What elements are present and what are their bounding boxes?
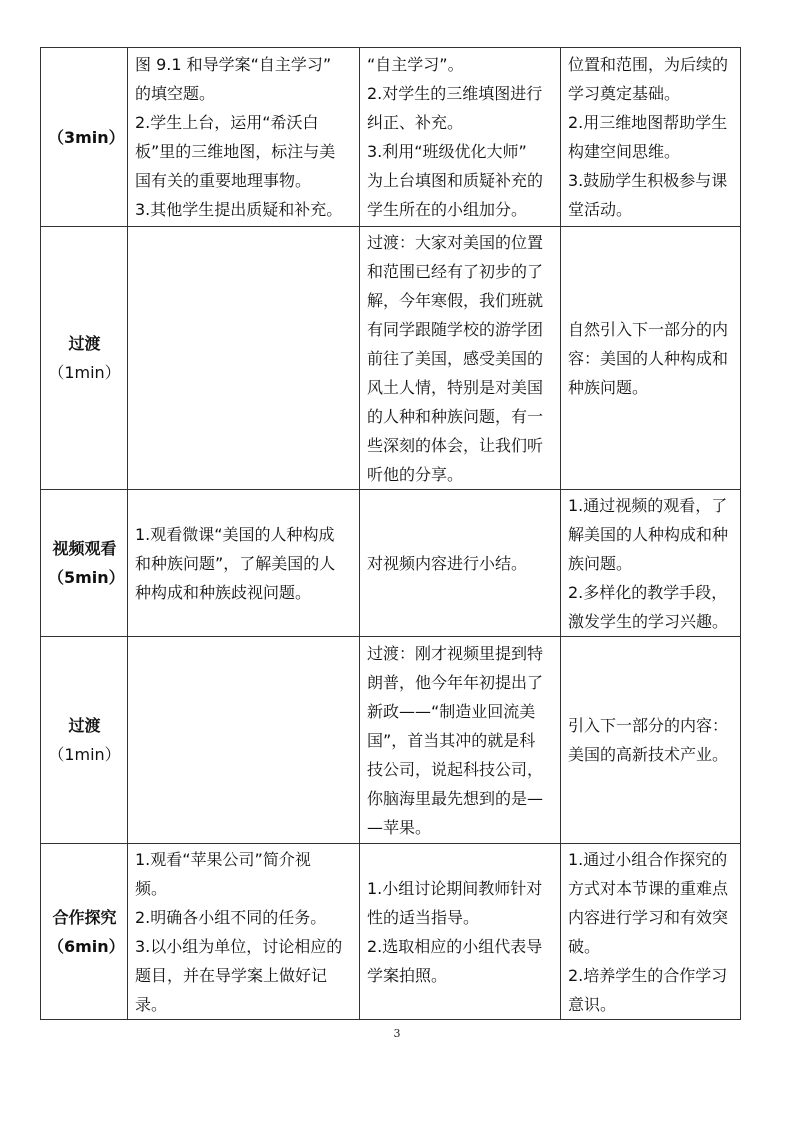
design-intent-cell: [561, 844, 741, 1020]
teacher-activity-cell: [360, 48, 561, 227]
text-line: 1.观看微课“美国的人种构成: [135, 524, 335, 544]
text-line: 3.其他学生提出质疑和补充。: [135, 200, 343, 219]
text-line: 堂活动。: [568, 200, 633, 219]
text-line: 解美国的人种构成和种: [568, 524, 729, 544]
table-row: [41, 227, 741, 490]
phase-cell: [41, 490, 128, 637]
design-intent-cell: [561, 227, 741, 490]
text-line: 有同学跟随学校的游学团: [367, 319, 544, 339]
text-line: 2.培养学生的合作学习: [568, 965, 728, 985]
teacher-activity-cell: [360, 227, 561, 490]
text-line: 内容进行学习和有效突: [568, 907, 729, 927]
text-line: 2.学生上台，运用“希沃白: [135, 113, 319, 132]
table-row: [41, 490, 741, 637]
student-activity-cell: [128, 227, 360, 490]
text-line: 容：美国的人种构成和: [568, 348, 729, 368]
text-line: 3.利用“班级优化大师”: [367, 142, 527, 161]
text-line: 新政——“制造业回流美: [367, 701, 536, 721]
text-line: 的填空题。: [135, 84, 216, 103]
text-line: 2.选取相应的小组代表导: [367, 936, 543, 956]
text-line: 过渡：大家对美国的位置: [367, 232, 544, 252]
text-line: 2.用三维地图帮助学生: [568, 113, 728, 132]
text-line: 性的适当指导。: [367, 907, 480, 927]
phase-time: （3min）: [48, 127, 125, 147]
text-line: 过渡：刚才视频里提到特: [367, 643, 544, 663]
text-line: 你脑海里最先想到的是—: [367, 788, 544, 808]
teacher-activity-cell: [360, 844, 561, 1020]
phase-cell: [41, 637, 128, 844]
text-line: 族问题。: [568, 553, 633, 573]
phase-label: 过渡: [68, 716, 101, 735]
text-line: 前往了美国，感受美国的: [367, 348, 544, 368]
design-intent-cell: [561, 48, 741, 227]
phase-time: （6min）: [48, 936, 125, 956]
text-line: 对视频内容进行小结。: [367, 553, 528, 573]
text-line: 种族问题。: [568, 377, 649, 397]
text-line: 风土人情，特别是对美国: [367, 377, 544, 397]
student-activity-cell: [128, 490, 360, 637]
student-activity-cell: [128, 637, 360, 844]
text-line: 1.通过小组合作探究的: [568, 849, 728, 869]
text-line: 国有关的重要地理事物。: [135, 171, 312, 190]
text-line: 朗普，他今年年初提出了: [367, 672, 544, 692]
text-line: 2.对学生的三维填图进行: [367, 84, 543, 103]
text-line: 些深刻的体会，让我们听: [367, 435, 544, 455]
text-line: 为上台填图和质疑补充的: [367, 171, 544, 190]
student-activity-cell: [128, 48, 360, 227]
text-line: 学案拍照。: [367, 965, 448, 985]
text-line: 3.以小组为单位，讨论相应的: [135, 936, 343, 956]
text-line: 和种族问题”，了解美国的人: [135, 553, 336, 573]
text-line: 激发学生的学习兴趣。: [568, 611, 729, 631]
text-line: 3.鼓励学生积极参与课: [568, 171, 728, 190]
text-line: 2.明确各小组不同的任务。: [135, 907, 327, 927]
text-line: 的人种和种族问题，有一: [367, 406, 544, 426]
phase-time: （1min）: [48, 363, 121, 382]
text-line: 听他的分享。: [367, 464, 464, 484]
text-line: 录。: [135, 994, 168, 1014]
text-line: 1.小组讨论期间教师针对: [367, 878, 543, 898]
text-line: 意识。: [568, 994, 617, 1014]
phase-label: 过渡: [68, 334, 101, 353]
text-line: 美国的高新技术产业。: [568, 745, 729, 764]
table-row: [41, 48, 741, 227]
text-line: —苹果。: [367, 817, 432, 837]
text-line: “自主学习”。: [367, 55, 464, 74]
text-line: 国”，首当其冲的就是科: [367, 730, 536, 750]
design-intent-cell: [561, 637, 741, 844]
teacher-activity-cell: [360, 490, 561, 637]
teacher-activity-cell: [360, 637, 561, 844]
text-line: 学习奠定基础。: [568, 84, 681, 103]
phase-label: 视频观看: [52, 539, 117, 558]
design-intent-cell: [561, 490, 741, 637]
page-number: 3: [393, 1027, 401, 1040]
phase-cell: [41, 844, 128, 1020]
text-line: 破。: [568, 936, 601, 956]
phase-cell: [41, 227, 128, 490]
table-row: [41, 637, 741, 844]
text-line: 学生所在的小组加分。: [367, 200, 528, 219]
text-line: 频。: [135, 878, 168, 898]
text-line: 1.观看“苹果公司”简介视: [135, 849, 311, 869]
text-line: 自然引入下一部分的内: [568, 319, 729, 339]
text-line: 2.多样化的教学手段，: [568, 582, 728, 602]
phase-label: 合作探究: [52, 907, 117, 927]
text-line: 引入下一部分的内容：: [568, 716, 729, 735]
lesson-plan-table: [40, 47, 741, 1020]
phase-time: （1min）: [48, 745, 121, 764]
text-line: 板”里的三维地图，标注与美: [135, 142, 336, 161]
text-line: 种构成和种族歧视问题。: [135, 582, 312, 602]
text-line: 位置和范围，为后续的: [568, 55, 729, 74]
text-line: 和范围已经有了初步的了: [367, 261, 544, 281]
text-line: 图 9.1 和导学案“自主学习”: [135, 55, 332, 74]
text-line: 构建空间思维。: [568, 142, 681, 161]
text-line: 技公司，说起科技公司，: [367, 759, 544, 779]
student-activity-cell: [128, 844, 360, 1020]
text-line: 题目，并在导学案上做好记: [135, 965, 328, 985]
text-line: 1.通过视频的观看，了: [568, 495, 728, 515]
table-row: [41, 844, 741, 1020]
text-line: 纠正、补充。: [367, 113, 464, 132]
text-line: 解，今年寒假，我们班就: [367, 290, 544, 310]
phase-cell: [41, 48, 128, 227]
text-line: 方式对本节课的重难点: [568, 878, 729, 898]
phase-time: （5min）: [48, 568, 125, 587]
